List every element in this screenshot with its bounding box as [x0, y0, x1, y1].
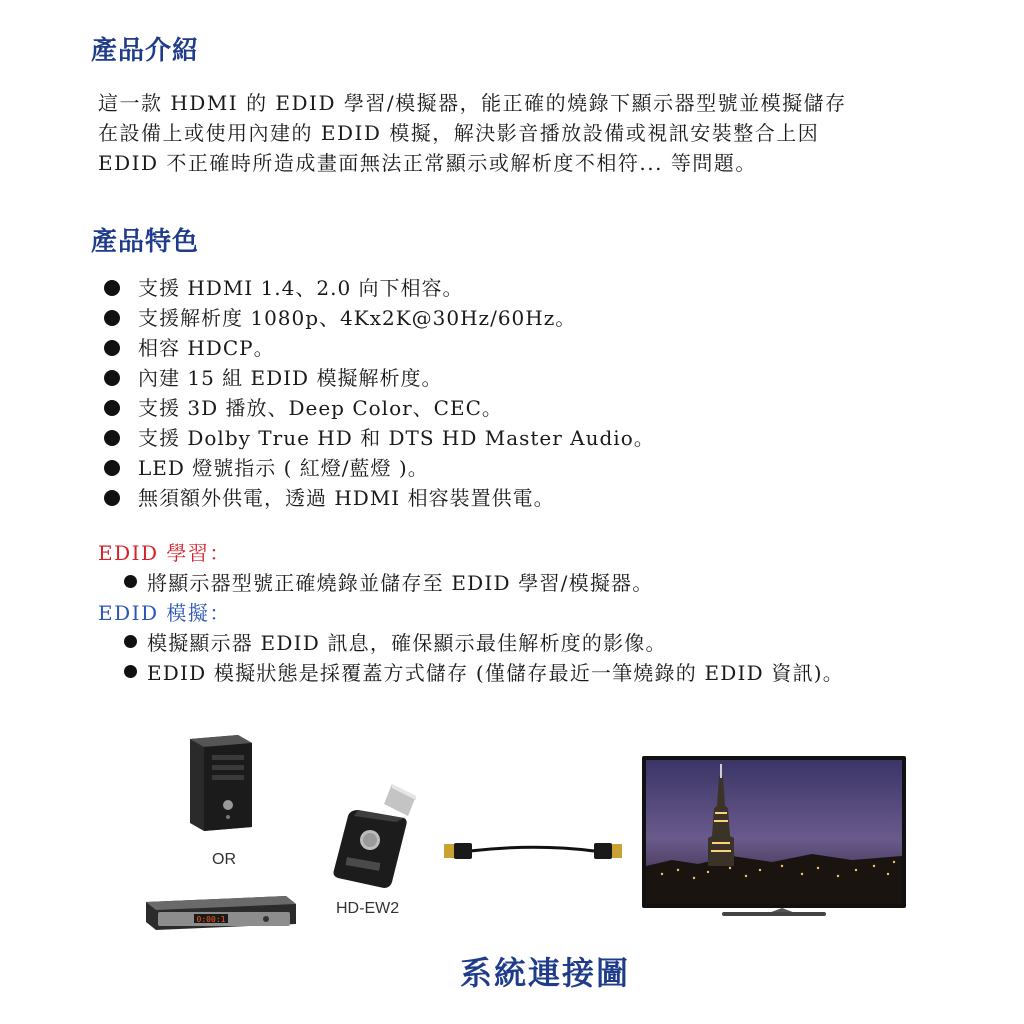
bullet-icon — [104, 460, 120, 476]
feature-item: 支援解析度 1080p、4Kx2K@30Hz/60Hz。 — [104, 303, 655, 333]
feature-item: 支援 HDMI 1.4、2.0 向下相容。 — [104, 273, 655, 303]
pc-tower-icon — [186, 735, 256, 831]
edid-learn-item: 將顯示器型號正確燒錄並儲存至 EDID 學習/模擬器。 — [124, 567, 653, 596]
intro-line: 這一款 HDMI 的 EDID 學習/模擬器，能正確的燒錄下顯示器型號並模擬儲存 — [98, 91, 847, 115]
edid-emulate-item: EDID 模擬狀態是採覆蓋方式儲存 (僅儲存最近一筆燒錄的 EDID 資訊)。 — [124, 657, 844, 686]
bullet-icon — [104, 400, 120, 416]
intro-paragraph — [98, 88, 998, 178]
bullet-icon — [124, 575, 137, 588]
bullet-icon — [104, 280, 120, 296]
edid-device-icon — [330, 782, 430, 890]
edid-learn-title: EDID 學習： — [98, 541, 231, 565]
tv-display-icon — [642, 756, 908, 918]
hdmi-cable-icon — [444, 838, 624, 864]
feature-item: 相容 HDCP。 — [104, 333, 655, 363]
features-heading: 產品特色 — [91, 227, 200, 257]
set-top-box-icon — [146, 896, 296, 932]
features-list — [104, 273, 655, 513]
bullet-icon — [124, 635, 137, 648]
player-display: 0:00:1 — [196, 915, 226, 924]
intro-line: EDID 不正確時所造成畫面無法正常顯示或解析度不相符... 等問題。 — [98, 151, 757, 175]
edid-emulate-title: EDID 模擬： — [98, 601, 231, 625]
edid-emulate-item: 模擬顯示器 EDID 訊息，確保顯示最佳解析度的影像。 — [124, 627, 667, 656]
intro-line: 在設備上或使用內建的 EDID 模擬，解決影音播放設備或視訊安裝整合上因 — [98, 121, 820, 145]
feature-item: 支援 3D 播放、Deep Color、CEC。 — [104, 393, 655, 423]
bullet-icon — [104, 340, 120, 356]
bullet-icon — [104, 370, 120, 386]
feature-item: 內建 15 組 EDID 模擬解析度。 — [104, 363, 655, 393]
or-label: OR — [212, 851, 236, 868]
bullet-icon — [104, 430, 120, 446]
feature-item: 無須額外供電，透過 HDMI 相容裝置供電。 — [104, 483, 655, 513]
diagram-title: 系統連接圖 — [459, 954, 630, 992]
bullet-icon — [104, 310, 120, 326]
bullet-icon — [124, 665, 137, 678]
bullet-icon — [104, 490, 120, 506]
device-label: HD-EW2 — [336, 900, 400, 917]
feature-item: LED 燈號指示 ( 紅燈/藍燈 )。 — [104, 453, 655, 483]
intro-heading: 產品介紹 — [91, 36, 200, 66]
feature-item: 支援 Dolby True HD 和 DTS HD Master Audio。 — [104, 423, 655, 453]
